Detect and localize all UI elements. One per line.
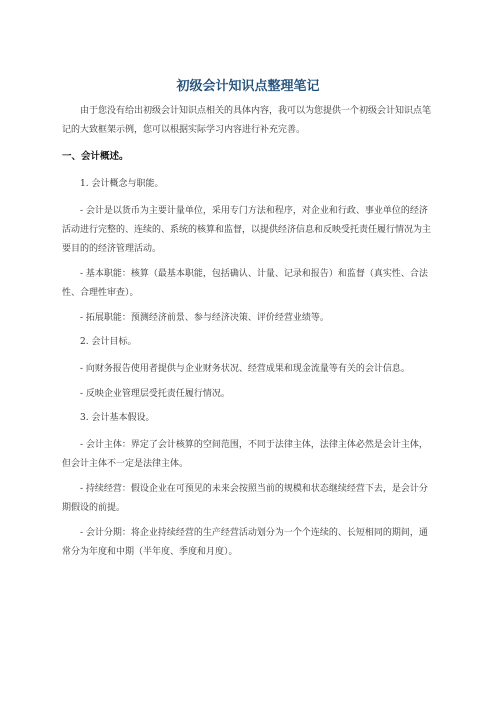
intro-paragraph: 由于您没有给出初级会计知识点相关的具体内容，我可以为您提供一个初级会计知识点笔记的大致框架示例，您可以根据实际学习内容进行补充完善。: [62, 106, 432, 135]
item-title-concept-and-functions: 1. 会计概念与职能。: [80, 179, 164, 189]
bullet-accounting-definition: - 会计是以货币为主要计量单位，采用专门方法和程序，对企业和行政、事业单位的经济活动进行完整的、连续的、系统的核算和监督，以提供经济信息和反映受托责任履行情况为主要目的的经济管理活动。: [62, 206, 432, 254]
section-heading-accounting-overview: 一、会计概述。: [62, 151, 129, 162]
bullet-accounting-period: - 会计分期：将企业持续经营的生产经营活动划分为一个个连续的、长短相同的期间，通常分为年度和中期（半年度、季度和月度）。: [62, 528, 428, 557]
item-title-accounting-objectives: 2. 会计目标。: [80, 337, 137, 347]
bullet-extended-functions: - 拓展职能：预测经济前景、参与经济决策、评价经营业绩等。: [80, 313, 329, 323]
bullet-accounting-entity: - 会计主体：界定了会计核算的空间范围，不同于法律主体，法律主体必然是会计主体，但会计主体不一定是法律主体。: [62, 440, 428, 469]
bullet-reflect-responsibility: - 反映企业管理层受托责任履行情况。: [80, 389, 230, 399]
bullet-basic-functions: - 基本职能：核算（最基本职能，包括确认、计量、记录和报告）和监督（真实性、合法性、合理性审查）。: [62, 269, 428, 298]
bullet-going-concern: - 持续经营：假设企业在可预见的未来会按照当前的规模和状态继续经营下去，是会计分期假设的前提。: [62, 484, 428, 513]
item-title-basic-assumptions: 3. 会计基本假设。: [80, 413, 155, 423]
document-title: 初级会计知识点整理笔记: [176, 79, 320, 94]
bullet-provide-information: - 向财务报告使用者提供与企业财务状况、经营成果和现金流量等有关的会计信息。: [80, 364, 410, 374]
